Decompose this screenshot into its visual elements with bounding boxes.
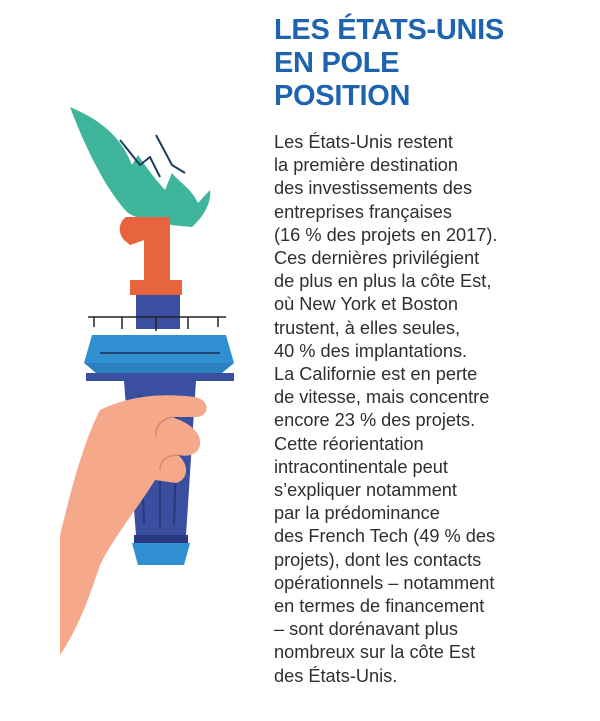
title-line: POSITION bbox=[274, 80, 411, 112]
body-line: la première destination bbox=[274, 155, 458, 176]
torch-cup bbox=[84, 335, 234, 381]
body-line: 40 % des implantations. bbox=[274, 340, 468, 361]
title-line: EN POLE bbox=[274, 47, 400, 79]
body-line: intracontinentale peut bbox=[274, 456, 448, 477]
body-line: des French Tech (49 % des bbox=[274, 526, 496, 547]
body-line: des investissements des bbox=[274, 178, 473, 199]
body-line: en termes de financement bbox=[274, 596, 485, 617]
body-line: projets), dont les contacts bbox=[274, 549, 482, 570]
torch-illustration bbox=[60, 95, 275, 705]
article-body bbox=[274, 131, 594, 688]
body-line: par la prédominance bbox=[274, 503, 440, 524]
number-one-icon bbox=[120, 217, 182, 295]
body-line: de plus en plus la côte Est, bbox=[274, 271, 492, 292]
article bbox=[274, 14, 594, 688]
body-line: Les États-Unis restent bbox=[274, 132, 453, 152]
title-line: LES ÉTATS-UNIS bbox=[274, 14, 504, 46]
article-title bbox=[274, 14, 594, 113]
body-line: s’expliquer notamment bbox=[274, 480, 457, 501]
body-line: de vitesse, mais concentre bbox=[274, 387, 490, 408]
body-line: – sont dorénavant plus bbox=[274, 619, 459, 640]
body-line: des États-Unis. bbox=[274, 665, 398, 686]
body-line: entreprises françaises bbox=[274, 201, 452, 222]
body-line: encore 23 % des projets. bbox=[274, 410, 476, 431]
body-line: où New York et Boston bbox=[274, 294, 459, 315]
body-line: La Californie est en perte bbox=[274, 364, 478, 385]
body-line: opérationnels – notamment bbox=[274, 572, 495, 593]
torch-stem-upper bbox=[136, 295, 180, 329]
body-line: Cette réorientation bbox=[274, 433, 424, 454]
body-line: (16 % des projets en 2017). bbox=[274, 224, 498, 245]
body-line: nombreux sur la côte Est bbox=[274, 642, 476, 663]
body-line: Ces dernières privilégient bbox=[274, 248, 480, 269]
flame-icon bbox=[70, 107, 210, 227]
body-line: trustent, à elles seules, bbox=[274, 317, 461, 338]
